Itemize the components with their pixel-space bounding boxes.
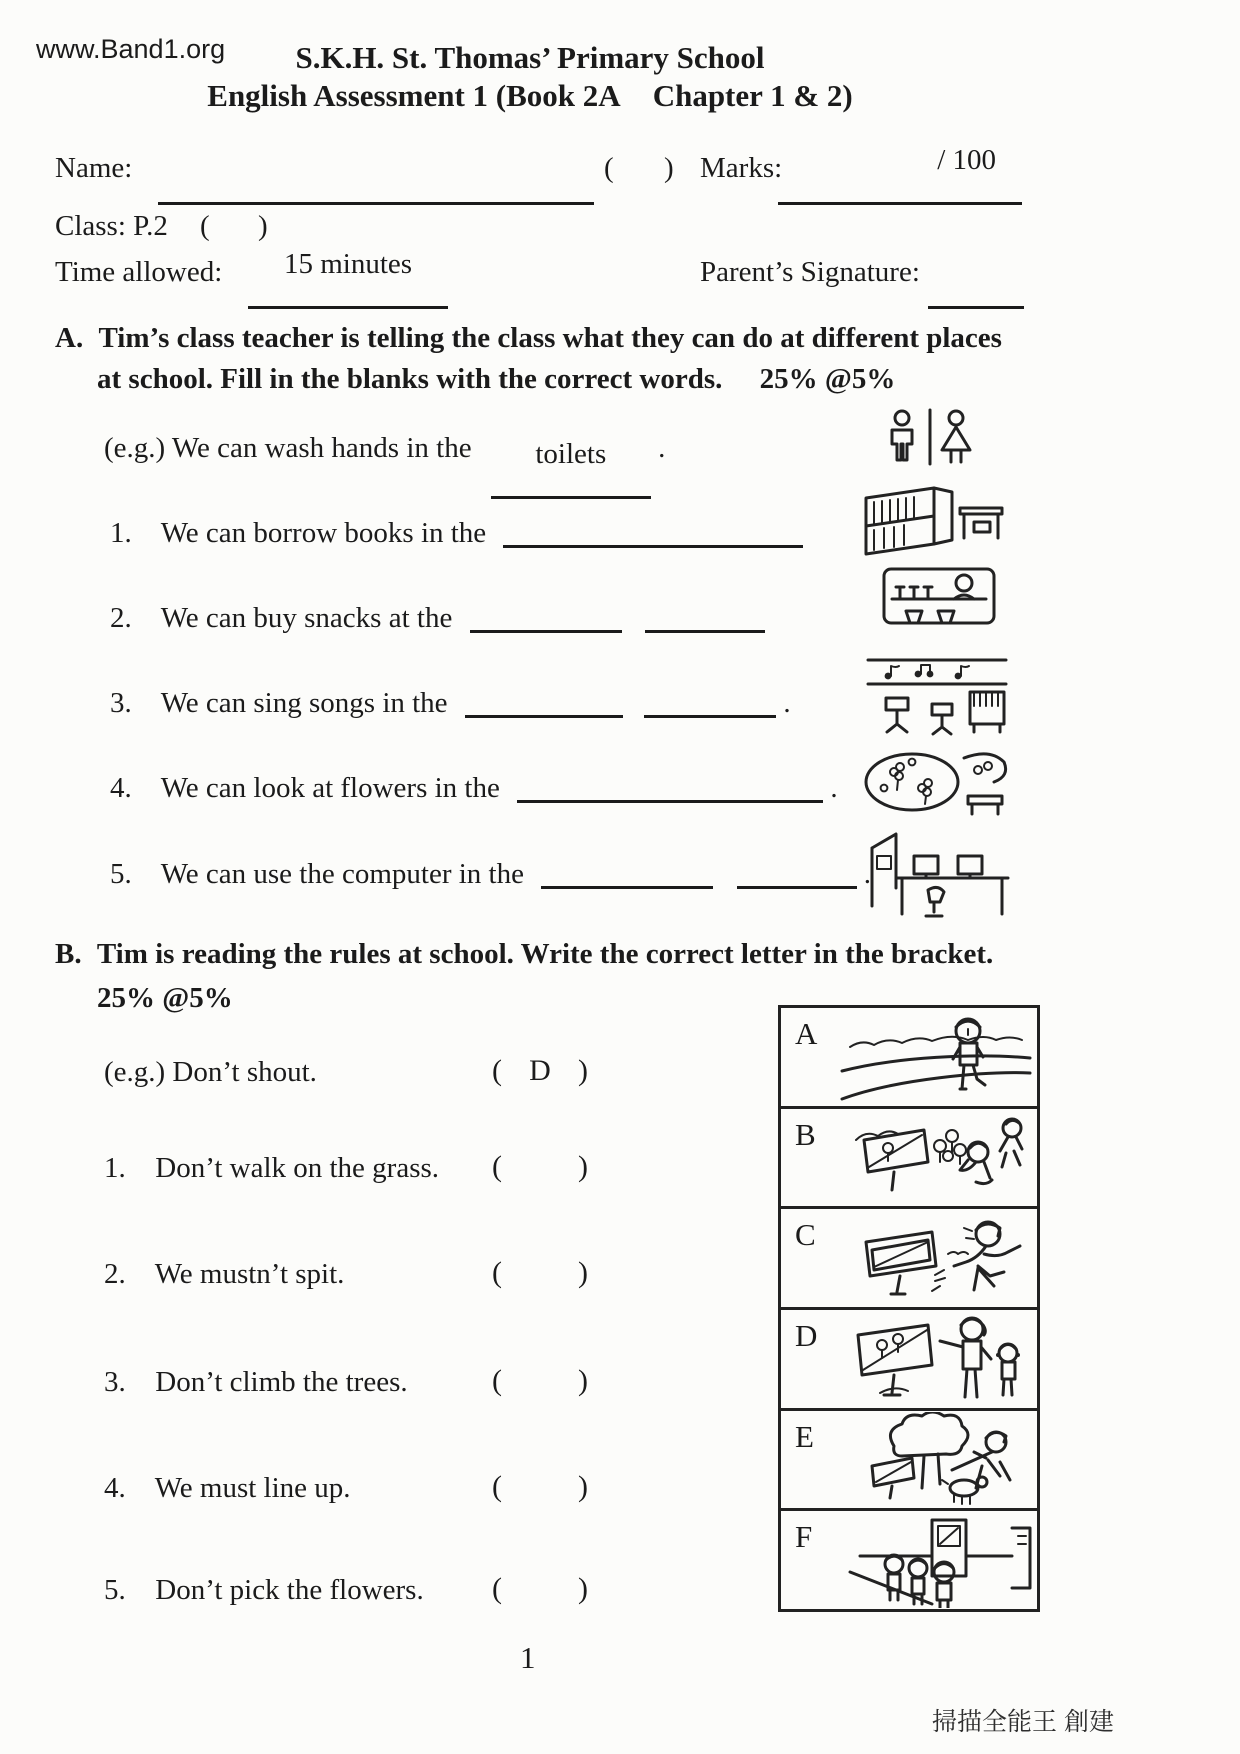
item-text: We can borrow books in the — [160, 517, 487, 549]
section-b-label: B. — [55, 938, 82, 970]
item-text: Don’t climb the trees. — [155, 1366, 408, 1398]
item-1-bracket — [492, 1150, 588, 1184]
section-a-item-3 — [110, 685, 791, 720]
garden-icon — [860, 740, 1010, 820]
section-a-heading-line1 — [55, 322, 1002, 355]
item-number: 5. — [104, 1574, 126, 1606]
class-label: Class: P.2 — [55, 210, 168, 242]
item-text: We must line up. — [154, 1472, 351, 1504]
page-number: 1 — [520, 1640, 536, 1675]
class-bracket-close: ) — [258, 210, 268, 242]
parent-signature-label: Parent’s Signature: — [700, 256, 920, 288]
section-b-title: Tim is reading the rules at school. Write the correct letter in the bracket. — [96, 938, 994, 970]
item-text: We mustn’t spit. — [154, 1258, 345, 1290]
section-a-score: 25% @5% — [759, 363, 896, 395]
boy-climbing-tree-with-dog-picture — [836, 1412, 1036, 1508]
bracket-open: ( — [492, 1256, 502, 1289]
item-text: We can use the computer in the — [160, 858, 524, 890]
item-2-bracket — [492, 1256, 588, 1290]
rules-picture-table — [778, 1005, 1040, 1612]
section-a-item-5 — [110, 856, 871, 891]
toilets-sign-icon — [880, 408, 980, 468]
item-number: 1. — [104, 1152, 126, 1184]
marks-total: / 100 — [937, 144, 996, 176]
music-room-icon — [862, 652, 1012, 738]
item-number: 2. — [104, 1258, 126, 1290]
table-row — [781, 1408, 1037, 1509]
bracket-open: ( — [492, 1470, 502, 1503]
answer-blank — [645, 600, 765, 633]
watermark: www.Band1.org — [36, 34, 226, 64]
answer-blank — [517, 770, 823, 803]
picture-letter: F — [795, 1519, 813, 1555]
item-text: Don’t walk on the grass. — [155, 1152, 440, 1184]
answer-blank — [503, 515, 803, 548]
picture-letter: E — [795, 1418, 814, 1454]
item-end: . — [830, 772, 838, 804]
bracket-open: ( — [492, 1364, 502, 1397]
library-icon — [856, 478, 1016, 560]
answer-blank — [541, 856, 713, 889]
children-lining-up-at-door-picture — [836, 1512, 1036, 1608]
time-allowed-value: 15 minutes — [283, 248, 413, 280]
section-a-item-1 — [110, 515, 803, 550]
name-blank — [158, 172, 594, 205]
bracket-open: ( — [492, 1150, 502, 1183]
item-number: 3. — [104, 1366, 126, 1398]
time-allowed-label: Time allowed: — [55, 256, 223, 288]
picture-letter: C — [795, 1217, 816, 1253]
example-a-answer: toilets — [535, 438, 607, 470]
section-a-heading-line2 — [97, 363, 895, 396]
girl-standing-on-grass-picture — [836, 1009, 1036, 1105]
example-b-bracket — [492, 1054, 588, 1088]
item-number: 3. — [110, 687, 132, 719]
example-b-text: (e.g.) Don’t shout. — [104, 1056, 317, 1088]
assessment-title-right: Chapter 1 & 2) — [652, 78, 853, 113]
bracket-close: ) — [578, 1470, 588, 1503]
example-a-answer-blank — [491, 438, 651, 499]
bracket-close: ) — [578, 1256, 588, 1289]
item-text: We can sing songs in the — [160, 687, 448, 719]
answer-blank — [644, 685, 776, 718]
section-b-item-2 — [104, 1258, 344, 1291]
marks-blank — [778, 144, 1022, 205]
section-a-title-line1: Tim’s class teacher is telling the class what they can do at different places — [98, 322, 1002, 354]
assessment-title — [120, 78, 940, 114]
table-row — [781, 1508, 1037, 1609]
assessment-title-left: English Assessment 1 (Book 2A — [207, 78, 621, 113]
table-row — [781, 1206, 1037, 1307]
item-4-bracket — [492, 1470, 588, 1504]
section-b-item-5 — [104, 1574, 424, 1607]
section-a-label: A. — [55, 322, 84, 354]
school-title: S.K.H. St. Thomas’ Primary School — [295, 40, 765, 75]
bracket-close: ) — [578, 1572, 588, 1605]
tuck-shop-icon — [880, 565, 998, 645]
name-bracket-close: ) — [664, 152, 674, 184]
table-row — [781, 1307, 1037, 1408]
section-a-item-4 — [110, 770, 838, 805]
item-number: 4. — [110, 772, 132, 804]
item-number: 2. — [110, 602, 132, 634]
name-label: Name: — [55, 152, 133, 184]
bracket-close: ) — [578, 1364, 588, 1397]
parent-signature-blank — [928, 276, 1024, 309]
bracket-open: ( — [492, 1572, 502, 1605]
item-end: . — [863, 858, 871, 890]
marks-label: Marks: — [700, 152, 783, 184]
example-a-text: (e.g.) We can wash hands in the — [104, 432, 472, 464]
section-b-score: 25% @5% — [97, 982, 233, 1014]
bracket-close: ) — [577, 1054, 588, 1087]
item-number: 1. — [110, 517, 132, 549]
section-a-example-row — [104, 432, 665, 499]
picture-letter: A — [795, 1016, 818, 1051]
computer-room-icon — [862, 828, 1012, 920]
example-b-answer: D — [529, 1054, 551, 1087]
item-end: . — [783, 687, 791, 719]
section-b-heading-line1 — [55, 938, 993, 971]
class-bracket-open: ( — [200, 210, 210, 242]
item-text: We can buy snacks at the — [160, 602, 453, 634]
item-3-bracket — [492, 1364, 588, 1398]
bracket-open: ( — [492, 1054, 502, 1087]
example-a-period: . — [658, 432, 666, 464]
bracket-close: ) — [578, 1150, 588, 1183]
time-allowed-blank — [248, 248, 448, 309]
item-5-bracket — [492, 1572, 588, 1606]
answer-blank — [465, 685, 623, 718]
teacher-pointing-sign-with-girl-picture — [836, 1311, 1036, 1407]
boy-spitting-no-spitting-sign-picture — [836, 1210, 1036, 1306]
scanner-credit: 掃描全能王 創建 — [932, 1708, 1114, 1736]
item-number: 4. — [104, 1472, 126, 1504]
table-row — [781, 1008, 1037, 1106]
picture-letter: D — [795, 1318, 818, 1354]
answer-blank — [737, 856, 857, 889]
item-text: Don’t pick the flowers. — [155, 1574, 424, 1606]
section-b-item-3 — [104, 1366, 408, 1399]
section-b-item-1 — [104, 1152, 439, 1185]
section-b-item-4 — [104, 1472, 351, 1505]
section-b-example-row — [104, 1056, 317, 1089]
item-text: We can look at flowers in the — [160, 772, 500, 804]
picture-letter: B — [795, 1116, 816, 1152]
name-bracket-open: ( — [604, 152, 614, 184]
item-number: 5. — [110, 858, 132, 890]
section-a-title-line2: at school. Fill in the blanks with the correct words. — [97, 363, 723, 395]
table-row — [781, 1106, 1037, 1207]
children-picking-flowers-sign-picture — [836, 1110, 1036, 1206]
answer-blank — [470, 600, 622, 633]
section-a-item-2 — [110, 600, 765, 635]
